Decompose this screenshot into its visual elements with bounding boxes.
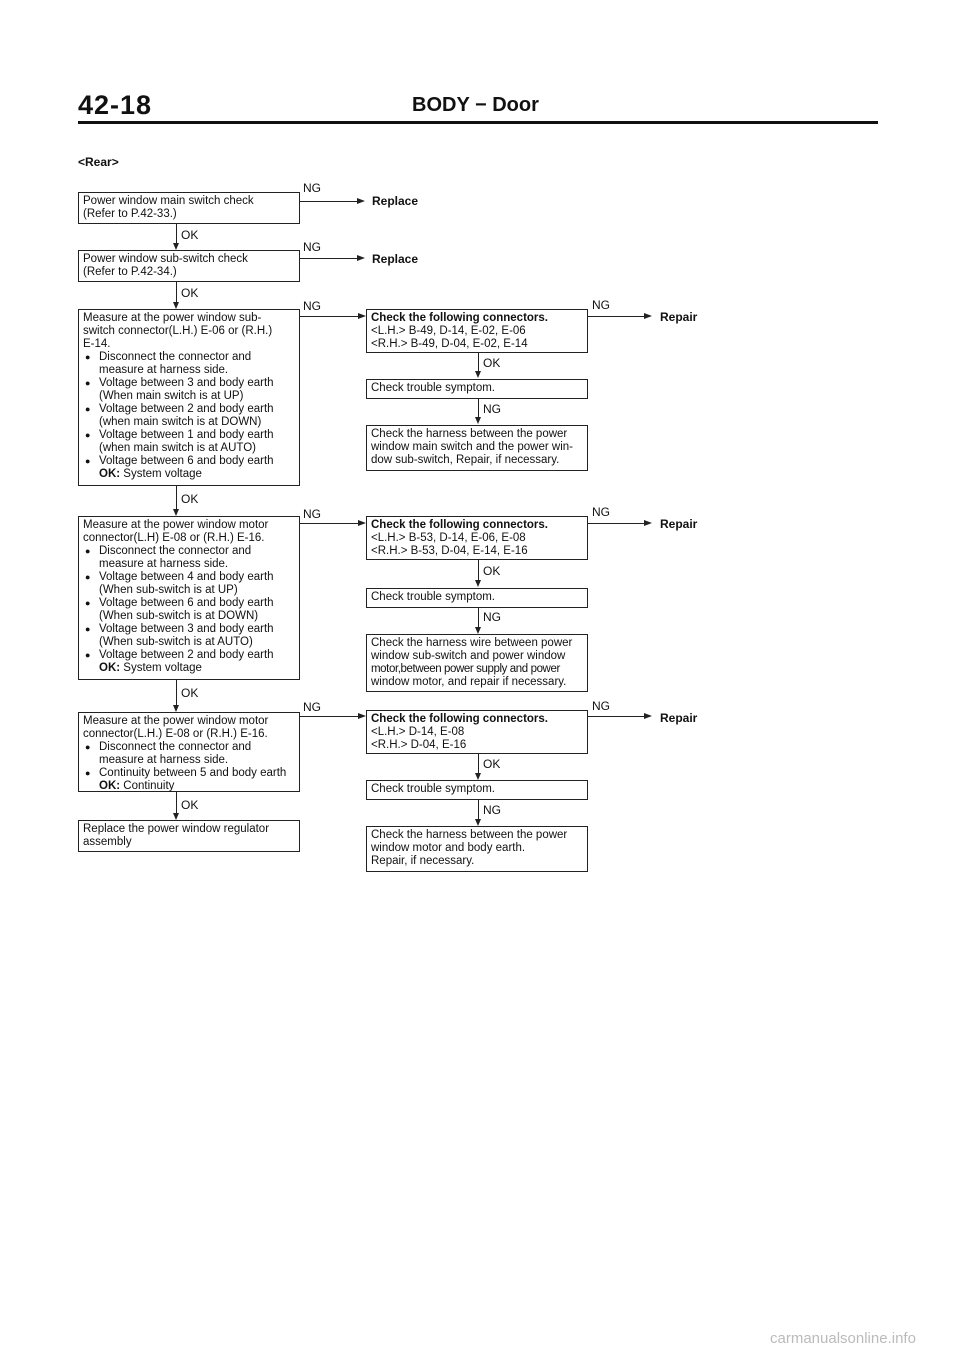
arrow-down-icon (173, 509, 179, 516)
line: Check trouble symptom. (371, 783, 495, 795)
arrow-right-icon (357, 255, 365, 261)
line: Check trouble symptom. (371, 591, 495, 603)
connector-line (300, 716, 358, 717)
connector-check-box (366, 710, 588, 754)
connector-line (300, 258, 357, 259)
line: assembly (83, 836, 132, 848)
line: Check trouble symptom. (371, 382, 495, 394)
line: Measure at the power window motor (83, 519, 269, 531)
motor-connector-voltage-box (78, 516, 300, 680)
ng-label: NG (303, 700, 321, 714)
arrow-down-icon (173, 243, 179, 250)
line: window main switch and the power win- (371, 441, 573, 453)
check-title: Check the following connectors. (371, 312, 548, 324)
connector-line (478, 754, 479, 773)
page-number: 42-18 (78, 90, 153, 120)
harness-check-box (366, 634, 588, 692)
replace-result: Replace (372, 194, 419, 208)
line: <R.H.> B-53, D-04, E-14, E-16 (371, 545, 528, 557)
connector-line (588, 316, 644, 317)
line: connector(L.H.) E-08 or (R.H.) E-16. (83, 728, 268, 740)
ok-label: OK (181, 286, 199, 300)
connector-line (478, 800, 479, 819)
sub-switch-connector-measure-box (78, 309, 300, 486)
line: (Refer to P.42-34.) (83, 266, 177, 278)
ok-label: OK (181, 492, 199, 506)
header-rule (78, 121, 878, 124)
motor-connector-continuity-box (78, 712, 300, 792)
connector-check-box (366, 516, 588, 560)
connector-line (176, 792, 177, 813)
arrow-down-icon (173, 302, 179, 309)
bullet-item: ● Voltage between 6 and body earth (When sub-switch is at DOWN) (83, 597, 295, 623)
bullet-item: ● Voltage between 3 and body earth (When sub-switch is at AUTO) (83, 623, 295, 649)
arrow-down-icon (475, 627, 481, 634)
replace-result: Replace (372, 252, 419, 266)
line: <L.H.> B-53, D-14, E-06, E-08 (371, 532, 526, 544)
watermark-footer: carmanualsonline.info (770, 1330, 916, 1347)
connector-line (478, 608, 479, 627)
main-switch-check-box (78, 192, 300, 224)
arrow-down-icon (475, 417, 481, 424)
line: motor,between power supply and power (371, 663, 560, 675)
ok-label: OK (181, 228, 199, 242)
line: Check the harness between the power (371, 428, 568, 440)
arrow-down-icon (475, 580, 481, 587)
ng-label: NG (592, 505, 610, 519)
line: Check the harness between the power (371, 829, 568, 841)
ok-label: OK (483, 564, 501, 578)
arrow-right-icon (358, 520, 366, 526)
arrow-right-icon (644, 713, 652, 719)
ng-label: NG (303, 507, 321, 521)
line: <R.H.> B-49, D-04, E-02, E-14 (371, 338, 528, 350)
arrow-right-icon (358, 313, 366, 319)
section-label: <Rear> (78, 155, 119, 169)
connector-line (478, 560, 479, 580)
ng-label: NG (303, 181, 321, 195)
line: window motor and body earth. (371, 842, 526, 854)
connector-line (176, 680, 177, 705)
bullet-item: ● Disconnect the connector and measure at harness side. (83, 351, 295, 377)
bullet-item: ● Voltage between 2 and body earth OK: System voltage (83, 649, 295, 675)
repair-result: Repair (660, 310, 698, 324)
bullet-item: ● Voltage between 1 and body earth (when main switch is at AUTO) (83, 429, 295, 455)
bullet-item: ● Disconnect the connector and measure at harness side. (83, 545, 295, 571)
line: switch connector(L.H.) E-06 or (R.H.) (83, 325, 273, 337)
bullet-item: ● Voltage between 2 and body earth (when main switch is at DOWN) (83, 403, 295, 429)
connector-line (478, 399, 479, 417)
ok-label: OK (483, 356, 501, 370)
line: window motor, and repair if necessary. (371, 676, 567, 688)
connector-line (300, 523, 358, 524)
ng-label: NG (483, 803, 501, 817)
line: window sub-switch and power window (371, 650, 566, 662)
replace-regulator-box (78, 820, 300, 852)
line: <L.H.> D-14, E-08 (371, 726, 465, 738)
arrow-right-icon (644, 313, 652, 319)
connector-line (478, 353, 479, 371)
bullet-item: ● Continuity between 5 and body earth OK: Continuity (83, 767, 295, 793)
bullet-item: ● Voltage between 6 and body earth OK: System voltage (83, 455, 295, 481)
sub-switch-check-box (78, 250, 300, 282)
line: (Refer to P.42-33.) (83, 208, 177, 220)
ng-label: NG (303, 299, 321, 313)
line: Power window main switch check (83, 195, 254, 207)
connector-line (588, 523, 644, 524)
connector-check-box (366, 309, 588, 353)
repair-result: Repair (660, 711, 698, 725)
arrow-down-icon (475, 371, 481, 378)
line: <R.H.> D-04, E-16 (371, 739, 467, 751)
ng-label: NG (592, 298, 610, 312)
line: Measure at the power window sub- (83, 312, 262, 324)
arrow-down-icon (173, 813, 179, 820)
ng-label: NG (483, 402, 501, 416)
bullet-item: ● Voltage between 4 and body earth (When sub-switch is at UP) (83, 571, 295, 597)
connector-line (588, 716, 644, 717)
line: Measure at the power window motor (83, 715, 269, 727)
trouble-symptom-box (366, 780, 588, 800)
connector-line (176, 486, 177, 509)
line: <L.H.> B-49, D-14, E-02, E-06 (371, 325, 526, 337)
ok-label: OK (181, 686, 199, 700)
connector-line (176, 282, 177, 302)
harness-check-box (366, 826, 588, 872)
trouble-symptom-box (366, 588, 588, 608)
arrow-right-icon (357, 198, 365, 204)
arrow-down-icon (475, 819, 481, 826)
harness-check-box (366, 425, 588, 471)
line: Power window sub-switch check (83, 253, 248, 265)
connector-line (300, 316, 358, 317)
connector-line (300, 201, 357, 202)
bullet-item: ● Disconnect the connector and measure at harness side. (83, 741, 295, 767)
line: Check the harness wire between power (371, 637, 573, 649)
arrow-down-icon (475, 773, 481, 780)
connector-line (176, 224, 177, 243)
check-title: Check the following connectors. (371, 713, 548, 725)
ok-label: OK (483, 757, 501, 771)
ng-label: NG (592, 699, 610, 713)
bullet-item: ● Voltage between 3 and body earth (When main switch is at UP) (83, 377, 295, 403)
line: dow sub-switch, Repair, if necessary. (371, 454, 560, 466)
ng-label: NG (483, 610, 501, 624)
check-title: Check the following connectors. (371, 519, 548, 531)
arrow-right-icon (358, 713, 366, 719)
repair-result: Repair (660, 517, 698, 531)
trouble-symptom-box (366, 379, 588, 399)
arrow-down-icon (173, 705, 179, 712)
arrow-right-icon (644, 520, 652, 526)
line: Repair, if necessary. (371, 855, 475, 867)
line: Replace the power window regulator (83, 823, 270, 835)
ng-label: NG (303, 240, 321, 254)
page-title: BODY − Door (412, 94, 539, 116)
line: E-14. (83, 338, 111, 350)
ok-label: OK (181, 798, 199, 812)
line: connector(L.H) E-08 or (R.H.) E-16. (83, 532, 265, 544)
